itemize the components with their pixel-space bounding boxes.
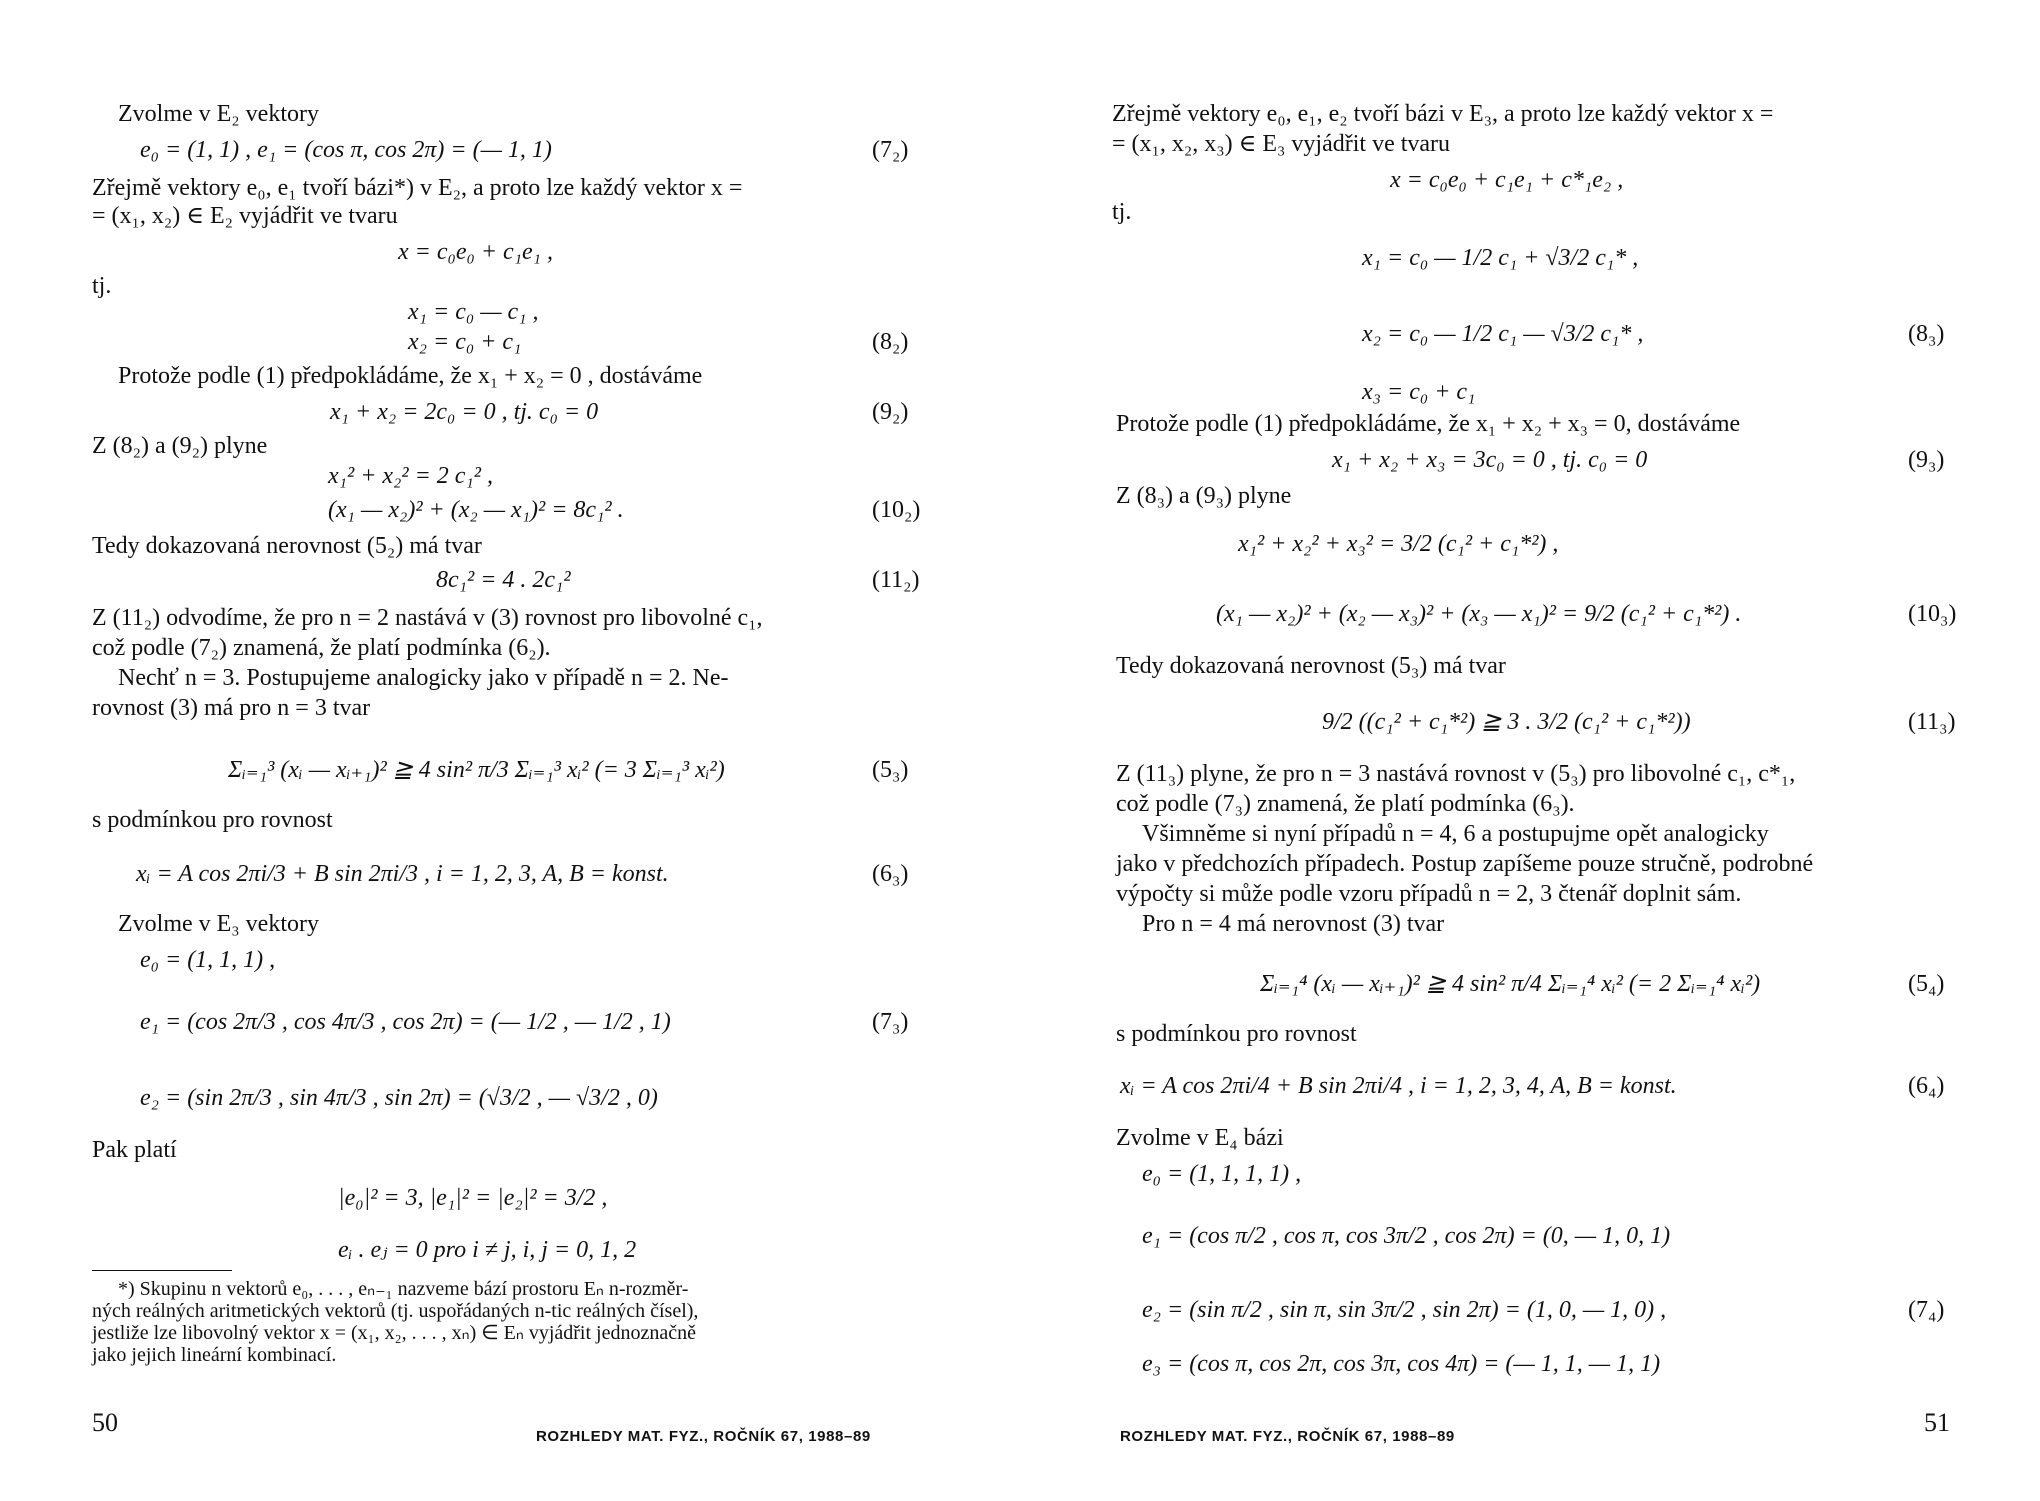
equation-number: (10₃) bbox=[1908, 601, 1957, 627]
text-line: Zvolme v E₄ bázi bbox=[1116, 1125, 1284, 1151]
equation-line: xᵢ = A cos 2πi/4 + B sin 2πi/4 , i = 1, 2, 3, 4, A, B = konst. bbox=[1120, 1073, 1677, 1099]
text-line: Z (11₃) plyne, že pro n = 3 nastává rovnost v (5₃) pro libovolné c₁, c*₁, bbox=[1116, 761, 1796, 787]
equation-line: 9/2 ((c₁² + c₁*²) ≧ 3 . 3/2 (c₁² + c₁*²)) bbox=[1322, 709, 1691, 735]
text-line: Zřejmě vektory e₀, e₁ tvoří bázi*) v E₂, a proto lze každý vektor x = bbox=[92, 175, 743, 201]
equation-number: (7₃) bbox=[872, 1009, 909, 1035]
equation-line: x₁ = c₀ — 1/2 c₁ + √3/2 c₁* , bbox=[1362, 245, 1639, 271]
equation-number: (10₂) bbox=[872, 497, 921, 523]
equation-number: (6₃) bbox=[872, 861, 909, 887]
equation-number: (5₄) bbox=[1908, 971, 1945, 997]
equation-line: x₂ = c₀ — 1/2 c₁ — √3/2 c₁* , bbox=[1362, 321, 1644, 347]
equation-line: (x₁ — x₂)² + (x₂ — x₁)² = 8c₁² . bbox=[328, 497, 624, 523]
text-line: Zřejmě vektory e₀, e₁, e₂ tvoří bázi v E₃, a proto lze každý vektor x = bbox=[1112, 101, 1774, 127]
equation-line: Σᵢ₌₁³ (xᵢ — xᵢ₊₁)² ≧ 4 sin² π/3 Σᵢ₌₁³ xᵢ² (= 3 Σᵢ₌₁³ xᵢ²) bbox=[228, 757, 725, 783]
text-line: Pro n = 4 má nerovnost (3) tvar bbox=[1142, 911, 1445, 937]
equation-line: x₁ + x₂ = 2c₀ = 0 , tj. c₀ = 0 bbox=[330, 399, 599, 425]
equation-line: e₁ = (cos π/2 , cos π, cos 3π/2 , cos 2π) = (0, — 1, 0, 1) bbox=[1142, 1223, 1671, 1249]
text-line: Protože podle (1) předpokládáme, že x₁ + x₂ + x₃ = 0, dostáváme bbox=[1116, 411, 1741, 437]
equation-line: x₁² + x₂² + x₃² = 3/2 (c₁² + c₁*²) , bbox=[1238, 531, 1559, 557]
equation-line: eᵢ . eⱼ = 0 pro i ≠ j, i, j = 0, 1, 2 bbox=[338, 1237, 637, 1263]
equation-line: e₃ = (cos π, cos 2π, cos 3π, cos 4π) = (— 1, 1, — 1, 1) bbox=[1142, 1351, 1661, 1377]
text-line: s podmínkou pro rovnost bbox=[1116, 1021, 1357, 1047]
footnote-line: *) Skupinu n vektorů e₀, . . . , eₙ₋₁ nazveme bází prostoru Eₙ n-rozměr- bbox=[118, 1278, 689, 1300]
equation-line: e₀ = (1, 1, 1, 1) , bbox=[1142, 1161, 1302, 1187]
text-line: Tedy dokazovaná nerovnost (5₃) má tvar bbox=[1116, 653, 1506, 679]
equation-line: e₀ = (1, 1) , e₁ = (cos π, cos 2π) = (— 1, 1) bbox=[140, 137, 552, 163]
text-line: rovnost (3) má pro n = 3 tvar bbox=[92, 695, 371, 721]
footnote-rule bbox=[92, 1270, 232, 1271]
equation-line: x₁ = c₀ — c₁ , bbox=[408, 299, 539, 325]
text-line: Z (8₃) a (9₃) plyne bbox=[1116, 483, 1292, 509]
text-line: = (x₁, x₂, x₃) ∈ E₃ vyjádřit ve tvaru bbox=[1112, 131, 1451, 157]
text-line: = (x₁, x₂) ∈ E₂ vyjádřit ve tvaru bbox=[92, 203, 398, 229]
text-line: tj. bbox=[92, 273, 112, 299]
equation-line: e₂ = (sin π/2 , sin π, sin 3π/2 , sin 2π) = (1, 0, — 1, 0) , bbox=[1142, 1297, 1667, 1323]
text-line: Pak platí bbox=[92, 1137, 177, 1163]
equation-number: (9₂) bbox=[872, 399, 909, 425]
text-line: Z (11₂) odvodíme, že pro n = 2 nastává v (3) rovnost pro libovolné c₁, bbox=[92, 605, 763, 631]
equation-number: (5₃) bbox=[872, 757, 909, 783]
equation-line: e₂ = (sin 2π/3 , sin 4π/3 , sin 2π) = (√3/2 , — √3/2 , 0) bbox=[140, 1085, 658, 1111]
equation-number: (7₂) bbox=[872, 137, 909, 163]
text-line: což podle (7₂) znamená, že platí podmínka (6₂). bbox=[92, 635, 551, 661]
equation-line: 8c₁² = 4 . 2c₁² bbox=[436, 567, 571, 593]
text-line: Protože podle (1) předpokládáme, že x₁ + x₂ = 0 , dostáváme bbox=[118, 363, 703, 389]
equation-line: xᵢ = A cos 2πi/3 + B sin 2πi/3 , i = 1, 2, 3, A, B = konst. bbox=[136, 861, 669, 887]
equation-number: (9₃) bbox=[1908, 447, 1945, 473]
text-line: Zvolme v E₂ vektory bbox=[118, 101, 319, 127]
running-footer: ROZHLEDY MAT. FYZ., ROČNÍK 67, 1988–89 bbox=[1120, 1428, 1455, 1445]
page-number: 51 bbox=[1924, 1408, 1950, 1437]
text-line: výpočty si může podle vzoru případů n = 2, 3 čtenář doplnit sám. bbox=[1116, 881, 1742, 907]
equation-line: Σᵢ₌₁⁴ (xᵢ — xᵢ₊₁)² ≧ 4 sin² π/4 Σᵢ₌₁⁴ xᵢ² (= 2 Σᵢ₌₁⁴ xᵢ²) bbox=[1260, 971, 1761, 997]
running-footer: ROZHLEDY MAT. FYZ., ROČNÍK 67, 1988–89 bbox=[536, 1428, 871, 1445]
footnote-line: jestliže lze libovolný vektor x = (x₁, x₂, . . . , xₙ) ∈ Eₙ vyjádřit jednoznačně bbox=[92, 1322, 696, 1344]
page-right bbox=[1020, 0, 2040, 1501]
text-line: tj. bbox=[1112, 199, 1132, 225]
equation-number: (6₄) bbox=[1908, 1073, 1945, 1099]
equation-number: (11₂) bbox=[872, 567, 920, 593]
text-line: Všimněme si nyní případů n = 4, 6 a postupujme opět analogicky bbox=[1142, 821, 1769, 847]
text-line: Zvolme v E₃ vektory bbox=[118, 911, 319, 937]
text-line: což podle (7₃) znamená, že platí podmínka (6₃). bbox=[1116, 791, 1575, 817]
text-line: Nechť n = 3. Postupujeme analogicky jako v případě n = 2. Ne- bbox=[118, 665, 729, 691]
equation-line: (x₁ — x₂)² + (x₂ — x₃)² + (x₃ — x₁)² = 9/2 (c₁² + c₁*²) . bbox=[1216, 601, 1742, 627]
equation-line: x₁² + x₂² = 2 c₁² , bbox=[328, 463, 493, 489]
text-line: Z (8₂) a (9₂) plyne bbox=[92, 433, 268, 459]
equation-line: x = c₀e₀ + c₁e₁ , bbox=[398, 239, 554, 265]
equation-line: |e₀|² = 3, |e₁|² = |e₂|² = 3/2 , bbox=[338, 1185, 608, 1211]
equation-number: (7₄) bbox=[1908, 1297, 1945, 1323]
equation-number: (11₃) bbox=[1908, 709, 1956, 735]
equation-line: x₁ + x₂ + x₃ = 3c₀ = 0 , tj. c₀ = 0 bbox=[1332, 447, 1648, 473]
equation-line: x₂ = c₀ + c₁ bbox=[408, 329, 522, 355]
page-number: 50 bbox=[92, 1408, 118, 1437]
equation-line: e₀ = (1, 1, 1) , bbox=[140, 947, 276, 973]
equation-line: e₁ = (cos 2π/3 , cos 4π/3 , cos 2π) = (— 1/2 , — 1/2 , 1) bbox=[140, 1009, 671, 1035]
footnote-line: ných reálných aritmetických vektorů (tj. uspořádaných n-tic reálných čísel), bbox=[92, 1300, 699, 1322]
footnote-line: jako jejich lineární kombinací. bbox=[92, 1344, 337, 1366]
equation-line: x₃ = c₀ + c₁ bbox=[1362, 379, 1476, 405]
equation-line: x = c₀e₀ + c₁e₁ + c*₁e₂ , bbox=[1390, 167, 1624, 193]
equation-number: (8₂) bbox=[872, 329, 909, 355]
text-line: Tedy dokazovaná nerovnost (5₂) má tvar bbox=[92, 533, 482, 559]
text-line: jako v předchozích případech. Postup zapíšeme pouze stručně, podrobné bbox=[1116, 851, 1814, 877]
equation-number: (8₃) bbox=[1908, 321, 1945, 347]
text-line: s podmínkou pro rovnost bbox=[92, 807, 333, 833]
